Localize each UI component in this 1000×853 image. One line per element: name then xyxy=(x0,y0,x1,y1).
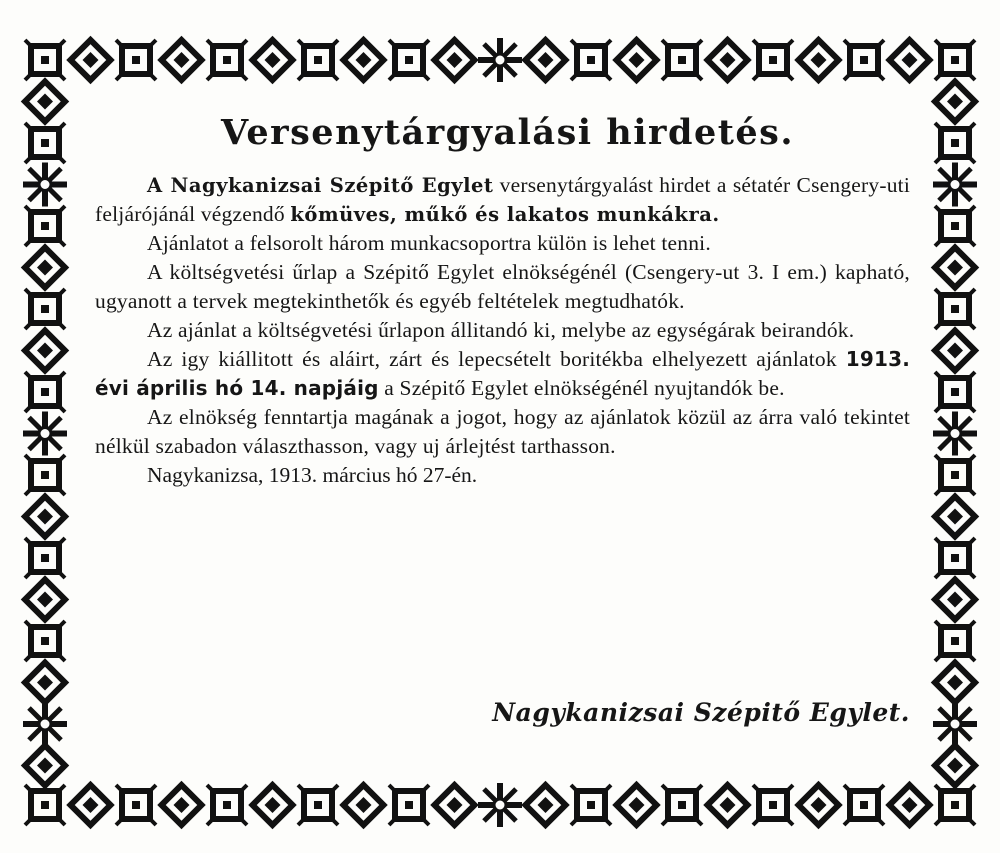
border-ornament xyxy=(344,40,384,80)
border-ornament xyxy=(935,455,975,495)
border-ornament xyxy=(25,82,65,122)
paragraph-offers: Ajánlatot a felsorolt három munkacsoportra külön is lehet tenni. xyxy=(147,231,711,255)
border-ornament xyxy=(935,123,975,163)
border-ornament xyxy=(526,40,566,80)
border-ornament xyxy=(933,412,977,456)
border-ornament xyxy=(25,621,65,661)
border-ornament xyxy=(753,40,793,80)
notice-title: Versenytárgyalási hirdetés. xyxy=(220,112,795,153)
border-ornament xyxy=(708,785,748,825)
border-ornament xyxy=(935,538,975,578)
border-ornament xyxy=(935,82,975,122)
border-ornament xyxy=(753,785,793,825)
border-ornament xyxy=(23,163,67,207)
border-ornament xyxy=(571,785,611,825)
border-ornament xyxy=(162,40,202,80)
border-ornament xyxy=(25,40,65,80)
border-ornament xyxy=(708,40,748,80)
border-ornament xyxy=(298,40,338,80)
border-ornament xyxy=(617,40,657,80)
border-ornament xyxy=(933,163,977,207)
border-ornament xyxy=(253,785,293,825)
border-ornament xyxy=(662,785,702,825)
border-ornament xyxy=(935,746,975,786)
border-ornament xyxy=(25,248,65,288)
border-ornament xyxy=(23,702,67,746)
border-ornament xyxy=(478,783,522,827)
border-ornament xyxy=(25,580,65,620)
paragraph-budget-form: A költségvetési űrlap a Szépitő Egylet elnökségénél (Csengery-ut 3. I em.) kapható, ugyanott a tervek megtekinthetők és egyéb feltételek megtudhatók. xyxy=(95,260,910,313)
work-types: kőmüves, műkő és lakatos munkákra. xyxy=(290,203,720,226)
border-ornament xyxy=(207,40,247,80)
border-ornament xyxy=(935,580,975,620)
paragraph-rights: Az elnökség fenntartja magának a jogot, hogy az ajánlatok közül az árra való tekintet nélkül szabadon választhasson, vagy uj árlejtést tarthasson. xyxy=(95,405,910,458)
border-ornament xyxy=(25,746,65,786)
intro-text: versenytárgyalást hirdet a sétatér Csengery-uti feljárójánál végzendő xyxy=(95,173,910,226)
paragraph-intro xyxy=(95,171,910,229)
border-ornament xyxy=(298,785,338,825)
border-ornament xyxy=(207,785,247,825)
border-ornament xyxy=(389,785,429,825)
border-ornament xyxy=(25,785,65,825)
organizer-name: A Nagykanizsai Szépitő Egylet xyxy=(147,174,494,197)
border-ornament xyxy=(344,785,384,825)
deadline-text-b: a Szépitő Egylet elnökségénél nyujtandók be. xyxy=(378,376,785,400)
border-ornament xyxy=(25,206,65,246)
border-ornament xyxy=(935,40,975,80)
border-ornament xyxy=(71,40,111,80)
border-ornament xyxy=(844,40,884,80)
border-ornament xyxy=(25,372,65,412)
border-ornament xyxy=(935,372,975,412)
border-ornament xyxy=(25,663,65,703)
border-ornament xyxy=(935,621,975,661)
border-ornament xyxy=(253,40,293,80)
border-ornament xyxy=(435,785,475,825)
border-ornament xyxy=(844,785,884,825)
border-ornament xyxy=(162,785,202,825)
border-ornament xyxy=(478,38,522,82)
border-ornament xyxy=(935,248,975,288)
border-ornament xyxy=(935,497,975,537)
border-ornament xyxy=(23,412,67,456)
border-ornament xyxy=(617,785,657,825)
border-ornament xyxy=(71,785,111,825)
border-ornament xyxy=(116,785,156,825)
border-ornament xyxy=(662,40,702,80)
border-ornament xyxy=(935,206,975,246)
paragraph-unit-prices: Az ajánlat a költségvetési űrlapon állitandó ki, melybe az egységárak beirandók. xyxy=(147,318,855,342)
border-ornament xyxy=(116,40,156,80)
notice xyxy=(95,112,910,727)
border-ornament xyxy=(935,785,975,825)
border-ornament xyxy=(526,785,566,825)
deadline-date: 1913. évi április hó 14. napjáig xyxy=(95,347,910,400)
signature: Nagykanizsai Szépitő Egylet. xyxy=(492,698,910,727)
border-ornament xyxy=(389,40,429,80)
border-ornament xyxy=(799,40,839,80)
deadline-text-a: Az igy kiállitott és aláirt, zárt és lepecsételt boritékba elhelyezett ajánlatok xyxy=(147,347,846,371)
paragraph-deadline xyxy=(95,345,910,403)
border-ornament xyxy=(935,331,975,371)
border-ornament xyxy=(799,785,839,825)
border-ornament xyxy=(25,331,65,371)
border-ornament xyxy=(933,702,977,746)
border-ornament xyxy=(25,455,65,495)
border-ornament xyxy=(25,289,65,329)
border-ornament xyxy=(435,40,475,80)
border-ornament xyxy=(571,40,611,80)
border-ornament xyxy=(890,785,930,825)
border-ornament xyxy=(25,123,65,163)
border-ornament xyxy=(890,40,930,80)
border-ornament xyxy=(25,538,65,578)
border-ornament xyxy=(25,497,65,537)
border-ornament xyxy=(935,289,975,329)
border-ornament xyxy=(935,663,975,703)
dateline: Nagykanizsa, 1913. március hó 27-én. xyxy=(147,463,478,487)
